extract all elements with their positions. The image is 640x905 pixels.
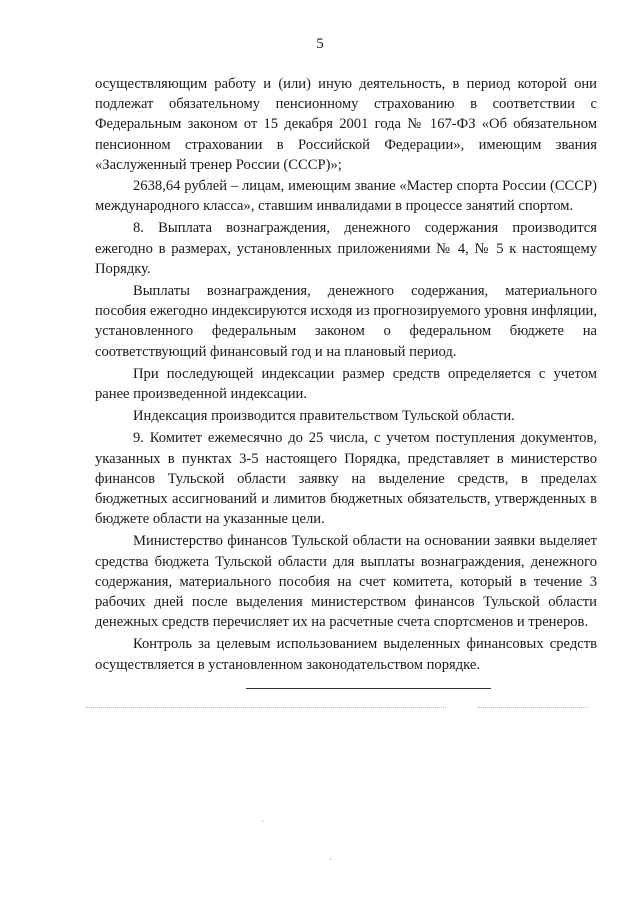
paragraph-master-sport: 2638,64 рублей – лицам, имеющим звание «Мастер спорта России (СССР) международного класса», ставшим инвалидами в процессе занятий спортом. bbox=[95, 178, 597, 215]
paragraph-indexation-authority: Индексация производится правительством Тульской области. bbox=[133, 408, 515, 425]
paragraph-item-8: 8. Выплата вознаграждения, денежного содержания производится ежегодно в размерах, установленных приложениями № 4, № 5 к настоящему Порядку. bbox=[95, 220, 597, 277]
document-body bbox=[95, 74, 597, 675]
scan-speck bbox=[330, 858, 331, 860]
paragraph-ministry-funds: Министерство финансов Тульской области на основании заявки выделяет средства бюджета Тульской области для выплаты вознаграждения, денежного содержания, материального пособия на счет комитета, который в течение 3 рабочих дней после выделения министерством финансов Тульской области денежных средств перечисляет их на расчетные счета спортсменов и тренеров. bbox=[95, 533, 597, 631]
scan-artifact-line bbox=[478, 707, 588, 708]
page-number: 5 bbox=[316, 36, 324, 52]
paragraph-continuation: осуществляющим работу и (или) иную деятельность, в период которой они подлежат обязательному пенсионному страхованию в соответствии с Федеральным законом от 15 декабря 2001 года № 167-ФЗ «Об обязательном пенсионном страховании в Российской Федерации», имеющим звания «Заслуженный тренер России (СССР)»; bbox=[95, 76, 597, 173]
paragraph-item-9: 9. Комитет ежемесячно до 25 числа, с учетом поступления документов, указанных в пунктах 3-5 настоящего Порядка, представляет в министерство финансов Тульской области заявку на выделение средств, в пределах бюджетных ассигнований и лимитов бюджетных обязательств, утвержденных в бюджете области на указанные цели. bbox=[95, 430, 597, 528]
scan-artifact-line bbox=[86, 707, 446, 708]
paragraph-control: Контроль за целевым использованием выделенных финансовых средств осуществляется в установленном законодательством порядке. bbox=[95, 636, 597, 673]
paragraph-subsequent-indexation: При последующей индексации размер средств определяется с учетом ранее произведенной индексации. bbox=[95, 365, 597, 403]
scan-speck bbox=[262, 820, 263, 822]
end-separator-line bbox=[246, 688, 491, 689]
paragraph-indexation-rule: Выплаты вознаграждения, денежного содержания, материального пособия ежегодно индексируются исходя из прогнозируемого уровня инфляции, установленного федеральным законом о федеральном бюджете на соответствующий финансовый год и на плановый период. bbox=[95, 283, 597, 360]
